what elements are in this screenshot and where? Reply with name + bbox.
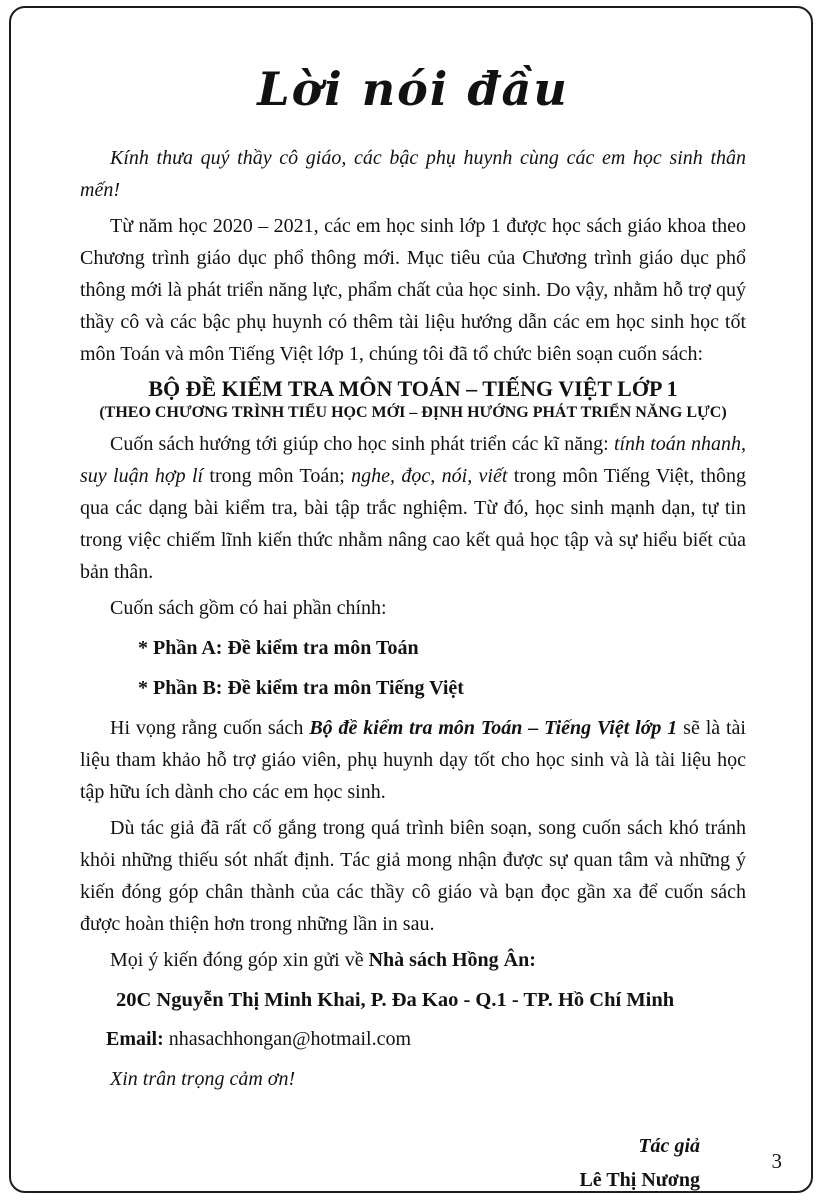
thanks-line: Xin trân trọng cảm ơn! bbox=[110, 1067, 296, 1090]
book-subtitle: (THEO CHƯƠNG TRÌNH TIỂU HỌC MỚI – ĐỊNH HƯỚNG PHÁT TRIỂN NĂNG LỰC) bbox=[99, 404, 727, 421]
contact-store-name: Nhà sách Hồng Ân: bbox=[368, 949, 536, 971]
address-line: 20C Nguyễn Thị Minh Khai, P. Đa Kao - Q.1 - TP. Hồ Chí Minh bbox=[116, 989, 675, 1011]
author-block bbox=[80, 1129, 746, 1197]
email-line bbox=[106, 1023, 746, 1055]
page-title: Lời nói đầu bbox=[257, 62, 569, 116]
skills-paragraph bbox=[80, 428, 746, 588]
page-content bbox=[80, 62, 746, 1197]
intro-paragraph: Từ năm học 2020 – 2021, các em học sinh lớp 1 được học sách giáo khoa theo Chương trình giáo dục phổ thông mới. Mục tiêu của Chương trình giáo dục phổ thông mới là phát triển năng lực, phẩm chất của học sinh. Do vậy, nhằm hỗ trợ quý thầy cô và các bậc phụ huynh có thêm tài liệu hướng dẫn các em học sinh học tốt môn Toán và môn Tiếng Việt lớp 1, chúng tôi đã tổ chức biên soạn cuốn sách: bbox=[80, 215, 746, 365]
author-name: Lê Thị Nương bbox=[579, 1168, 700, 1191]
skills-text-3: trong môn Tiếng Việt, thông qua các dạng bài kiểm tra, bài tập trắc nghiệm. Từ đó, học sinh mạnh dạn, tự tin trong việc chiếm lĩnh kiến thức nhằm nâng cao kết quả học tập và sự hiểu biết của bản thân. bbox=[80, 465, 746, 583]
book-title: BỘ ĐỀ KIỂM TRA MÔN TOÁN – TIẾNG VIỆT LỚP 1 bbox=[148, 376, 678, 401]
part-b-line: * Phần B: Đề kiểm tra môn Tiếng Việt bbox=[138, 677, 464, 699]
hope-text-2: sẽ là tài liệu tham khảo hỗ trợ giáo viên, phụ huynh dạy tốt cho học sinh và là tài liệu học tập hữu ích dành cho các em học sinh. bbox=[80, 717, 746, 803]
hope-text-1: Hi vọng rằng cuốn sách bbox=[110, 717, 310, 739]
hope-book-name: Bộ đề kiểm tra môn Toán – Tiếng Việt lớp 1 bbox=[309, 717, 678, 739]
parts-intro: Cuốn sách gồm có hai phần chính: bbox=[110, 597, 387, 619]
skills-math-skills: tính toán nhanh, suy luận hợp lí bbox=[80, 433, 747, 487]
hope-paragraph bbox=[80, 712, 746, 808]
page-number: 3 bbox=[771, 1149, 782, 1173]
skills-text-1: Cuốn sách hướng tới giúp cho học sinh phát triển các kĩ năng: bbox=[110, 433, 614, 455]
email-value: nhasachhongan@hotmail.com bbox=[168, 1027, 412, 1050]
part-a-line: * Phần A: Đề kiểm tra môn Toán bbox=[138, 637, 419, 659]
contact-paragraph bbox=[80, 944, 746, 976]
skills-text-2: trong môn Toán; bbox=[203, 465, 352, 487]
apology-paragraph: Dù tác giả đã rất cố gắng trong quá trình biên soạn, song cuốn sách khó tránh khỏi những thiếu sót nhất định. Tác giả mong nhận được sự quan tâm và những ý kiến đóng góp chân thành của các thầy cô giáo và bạn đọc gần xa để cuốn sách được hoàn thiện hơn trong những lần in sau. bbox=[80, 817, 746, 935]
contact-text: Mọi ý kiến đóng góp xin gửi về bbox=[110, 949, 369, 971]
email-label: Email: bbox=[106, 1027, 169, 1050]
skills-vietnamese-skills: nghe, đọc, nói, viết bbox=[351, 465, 508, 487]
author-label: Tác giả bbox=[638, 1134, 700, 1157]
greeting-paragraph: Kính thưa quý thầy cô giáo, các bậc phụ huynh cùng các em học sinh thân mến! bbox=[80, 147, 746, 201]
